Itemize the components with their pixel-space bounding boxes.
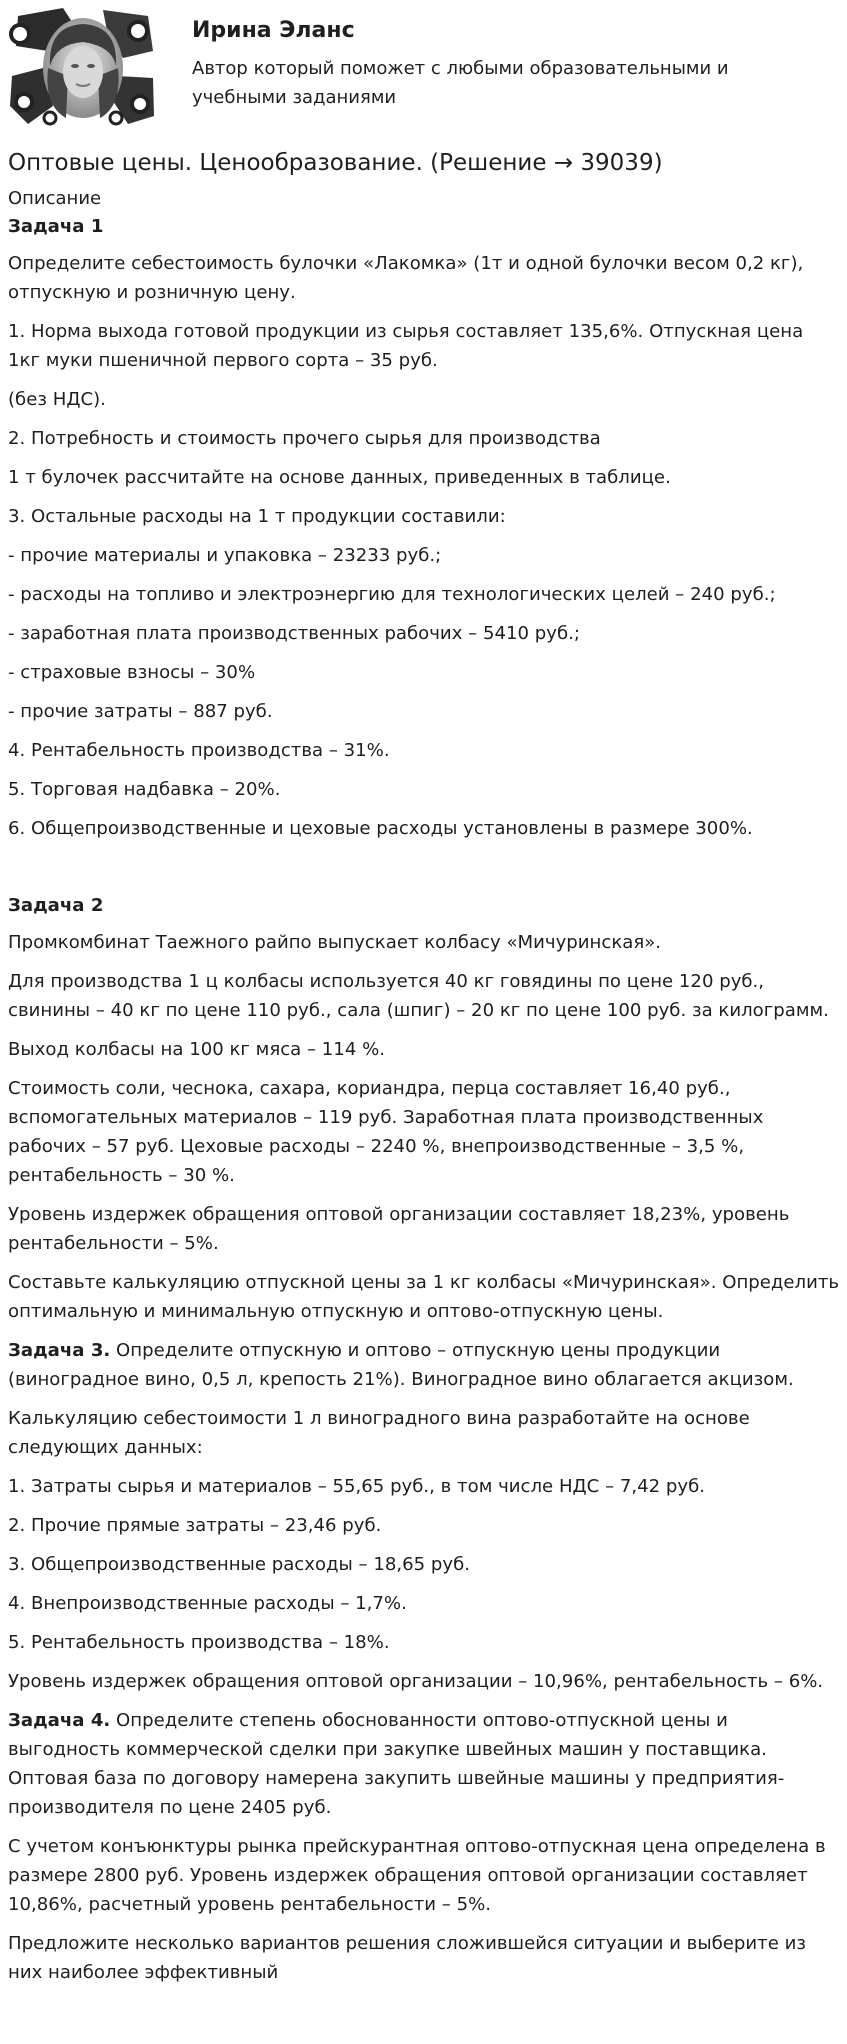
task3-paragraph: 2. Прочие прямые затраты – 23,46 руб.: [8, 1515, 382, 1536]
task3-paragraph: 4. Внепроизводственные расходы – 1,7%.: [8, 1593, 407, 1614]
task3-paragraph: Калькуляцию себестоимости 1 л виноградного вина разработайте на основе следующих данных:: [8, 1408, 750, 1458]
author-name[interactable]: Ирина Эланс: [192, 18, 355, 43]
spacer: [8, 853, 840, 891]
task1-paragraph: 3. Остальные расходы на 1 т продукции составили:: [8, 506, 506, 527]
task3-paragraph: 1. Затраты сырья и материалов – 55,65 руб., в том числе НДС – 7,42 руб.: [8, 1476, 706, 1497]
task1-paragraph: 6. Общепроизводственные и цеховые расходы установлены в размере 300%.: [8, 818, 753, 839]
task4-heading: Задача 4.: [8, 1710, 111, 1731]
task3-intro: [8, 1336, 840, 1394]
task-description: [8, 212, 840, 1997]
task4-intro-text: Определите степень обоснованности оптово-отпускной цены и выгодность коммерческой сделки при закупке швейных машин у поставщика. Оптовая база по договору намерена закупить швейные машины у предприятия-производителя по цене 2405 руб.: [8, 1710, 785, 1818]
task1-paragraph: Определите себестоимость булочки «Лакомка» (1т и одной булочки весом 0,2 кг), отпускную и розничную цену.: [8, 253, 804, 303]
task4-intro: [8, 1706, 840, 1822]
task1-paragraph: - заработная плата производственных рабочих – 5410 руб.;: [8, 623, 580, 644]
task1-paragraph: 2. Потребность и стоимость прочего сырья для производства: [8, 428, 601, 449]
task1-paragraph: 1 т булочек рассчитайте на основе данных, приведенных в таблице.: [8, 467, 671, 488]
task3-paragraph: 5. Рентабельность производства – 18%.: [8, 1632, 390, 1653]
author-description: Автор который поможет с любыми образовательными и учебными заданиями: [192, 58, 729, 108]
task4-paragraph: С учетом конъюнктуры рынка прейскурантная оптово-отпускная цена определена в размере 2800 руб. Уровень издержек обращения оптовой организации составляет 10,86%, расчетный уровень рентабельности – 5%.: [8, 1836, 826, 1915]
task1-paragraph: (без НДС).: [8, 389, 106, 410]
task3-heading: Задача 3.: [8, 1340, 111, 1361]
task3-paragraph: 3. Общепроизводственные расходы – 18,65 руб.: [8, 1554, 471, 1575]
task1-paragraph: 5. Торговая надбавка – 20%.: [8, 779, 281, 800]
author-card: [8, 6, 838, 126]
task2-paragraph: Уровень издержек обращения оптовой организации составляет 18,23%, уровень рентабельности – 5%.: [8, 1204, 790, 1254]
task2-paragraph: Для производства 1 ц колбасы используется 40 кг говядины по цене 120 руб., свинины – 40 кг по цене 110 руб., сала (шпиг) – 20 кг по цене 100 руб. за килограмм.: [8, 971, 829, 1021]
task2-paragraph: Составьте калькуляцию отпускной цены за 1 кг колбасы «Мичуринская». Определить оптимальную и минимальную отпускную и оптово-отпускную цены.: [8, 1272, 840, 1322]
task1-paragraph: - прочие материалы и упаковка – 23233 руб.;: [8, 545, 442, 566]
task1-paragraph: - расходы на топливо и электроэнергию для технологических целей – 240 руб.;: [8, 584, 776, 605]
task4-paragraph: Предложите несколько вариантов решения сложившейся ситуации и выберите из них наиболее эффективный: [8, 1933, 806, 1983]
task3-intro-text: Определите отпускную и оптово – отпускную цены продукции (виноградное вино, 0,5 л, крепость 21%). Виноградное вино облагается акцизом.: [8, 1340, 794, 1390]
task2-heading: Задача 2: [8, 895, 104, 916]
task1-paragraph: - прочие затраты – 887 руб.: [8, 701, 273, 722]
task1-paragraph: - страховые взносы – 30%: [8, 662, 256, 683]
task2-paragraph: Стоимость соли, чеснока, сахара, кориандра, перца составляет 16,40 руб., вспомогательных материалов – 119 руб. Заработная плата производственных рабочих – 57 руб. Цеховые расходы – 2240 %, внепроизводственные – 3,5 %, рентабельность – 30 %.: [8, 1078, 764, 1186]
page-title: Оптовые цены. Ценообразование. (Решение → 39039): [8, 150, 663, 176]
task1-paragraph: 1. Норма выхода готовой продукции из сырья составляет 135,6%. Отпускная цена 1кг муки пшеничной первого сорта – 35 руб.: [8, 321, 804, 371]
description-label: Описание: [8, 188, 102, 209]
task2-paragraph: Промкомбинат Таежного райпо выпускает колбасу «Мичуринская».: [8, 932, 662, 953]
task2-paragraph: Выход колбасы на 100 кг мяса – 114 %.: [8, 1039, 386, 1060]
task1-paragraph: 4. Рентабельность производства – 31%.: [8, 740, 390, 761]
task3-paragraph: Уровень издержек обращения оптовой организации – 10,96%, рентабельность – 6%.: [8, 1671, 824, 1692]
author-avatar-icon[interactable]: [8, 6, 158, 128]
task1-heading: Задача 1: [8, 216, 104, 237]
